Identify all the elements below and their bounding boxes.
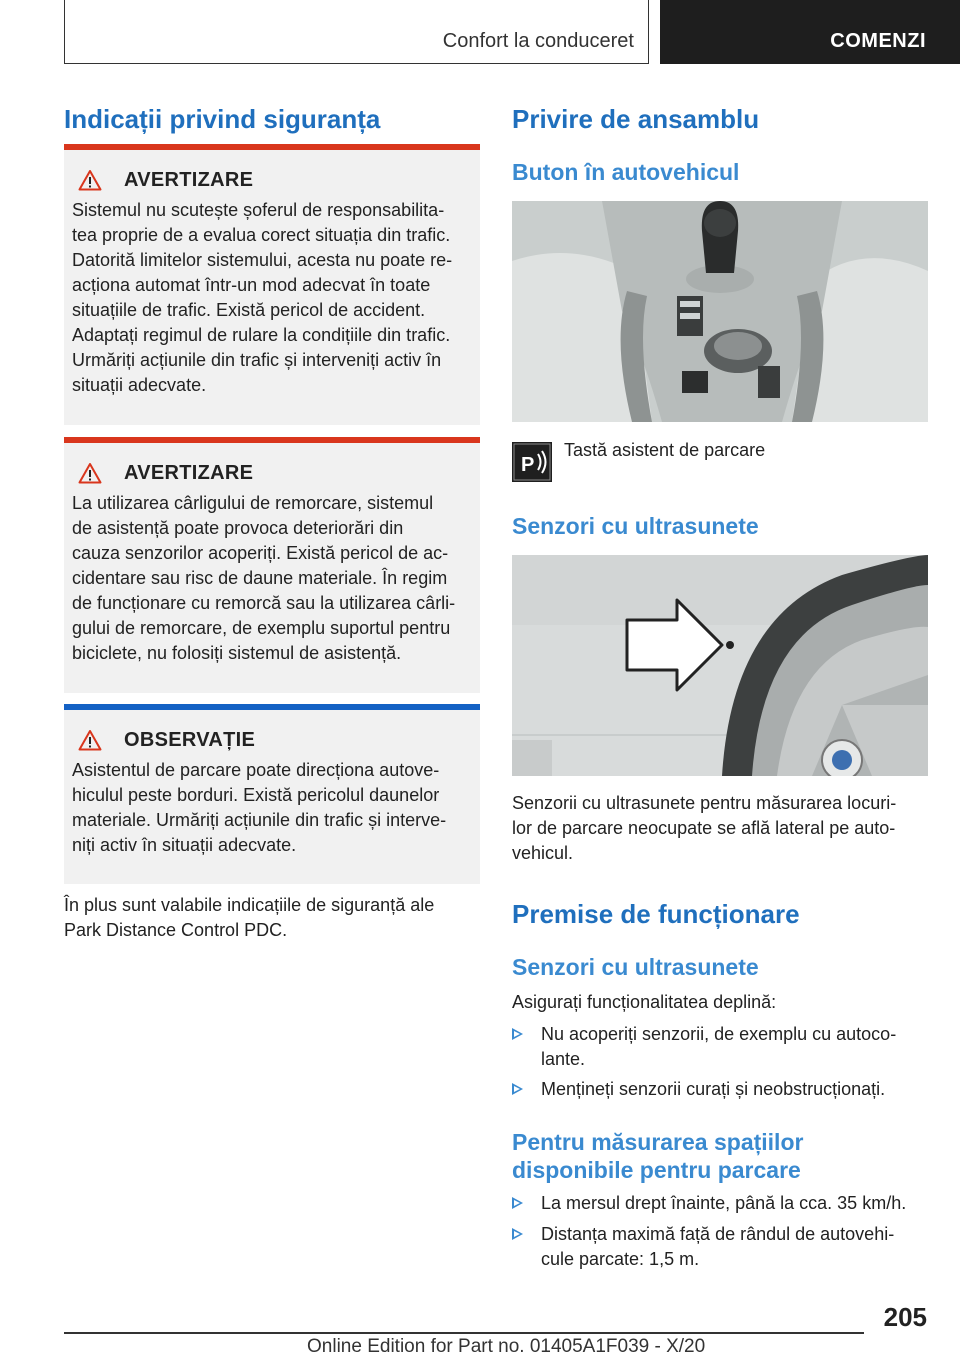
sensors-requirements-subheading: Senzori cu ultrasunete xyxy=(512,954,759,980)
button-subheading: Buton în autovehicul xyxy=(512,159,740,185)
safety-heading: Indicații privind siguranța xyxy=(64,104,381,134)
notice-bar xyxy=(64,704,480,710)
header-section-box xyxy=(64,0,649,64)
warning-bar xyxy=(64,144,480,150)
sensors-description: Senzorii cu ultrasunete pentru măsurarea locuri- lor de parcare neocupate se află lateral pe auto- vehicul. xyxy=(512,793,897,863)
warning-triangle-icon xyxy=(78,462,102,484)
measure-subheading: Pentru măsurarea spațiilor disponibile pentru parcare xyxy=(512,1129,804,1183)
list-item: La mersul drept înainte, până la cca. 35 km/h. xyxy=(512,1191,932,1216)
center-console-image xyxy=(512,201,928,422)
bullet-triangle-icon xyxy=(512,1228,523,1240)
warning-label: AVERTIZARE xyxy=(124,461,254,484)
premises-heading: Premise de funcționare xyxy=(512,899,800,929)
warning-bar xyxy=(64,437,480,443)
notice-triangle-icon xyxy=(78,729,102,751)
notice-text: Asistentul de parcare poate direcționa autove- hiculul peste borduri. Există pericolul daunelor materiale. Urmăriți acțiunile din trafic și interve- niți activ în situații adecvate. xyxy=(72,760,447,855)
footer-edition: Online Edition for Part no. 01405A1F039 - X/20 xyxy=(307,1336,706,1357)
svg-text:P: P xyxy=(521,454,535,476)
warning-callout-1 xyxy=(64,144,480,425)
header-section-title: Confort la conduceret xyxy=(442,30,634,52)
warning-callout-2 xyxy=(64,437,480,693)
list-item: Nu acoperiți senzorii, de exemplu cu autoco- lante. xyxy=(512,1022,932,1072)
list-item: Distanța maximă față de rândul de autovehi- cule parcate: 1,5 m. xyxy=(512,1222,932,1272)
warning-triangle-icon xyxy=(78,169,102,191)
header-chapter-label: COMENZI xyxy=(830,30,926,52)
bullet-triangle-icon xyxy=(512,1197,523,1209)
notice-label: OBSERVAȚIE xyxy=(124,728,256,751)
bullet-triangle-icon xyxy=(512,1028,523,1040)
warning-label: AVERTIZARE xyxy=(124,168,254,191)
park-assist-button-icon[interactable] xyxy=(512,442,552,482)
page-number: 205 xyxy=(883,1302,927,1332)
park-assist-button-legend: Tastă asistent de parcare xyxy=(564,440,766,460)
list-item: Mențineți senzorii curați și neobstrucționați. xyxy=(512,1077,932,1102)
footer-divider xyxy=(64,1332,864,1334)
header-chapter-tab[interactable] xyxy=(660,0,960,64)
safety-note: În plus sunt valabile indicațiile de siguranță ale Park Distance Control PDC. xyxy=(64,895,435,940)
overview-heading: Privire de ansamblu xyxy=(512,104,760,134)
sensors-requirements-intro: Asigurați funcționalitatea deplină: xyxy=(512,992,777,1012)
bullet-triangle-icon xyxy=(512,1083,523,1095)
warning-text: La utilizarea cârligului de remorcare, sistemul de asistență poate provoca deteriorări din cauza senzorilor acoperiți. Există pericol de ac- cidentare sau risc de daune materiale. În regim de funcționare cu remorcă sau la utilizarea cârli- gului de remorcare, de exemplu suportul pentru biciclete, nu folosiți sistemul de asistență. xyxy=(72,493,456,663)
notice-callout xyxy=(64,704,480,884)
warning-text: Sistemul nu scutește șoferul de responsabilita- tea proprie de a evalua corect situația din trafic. Datorită limitelor sistemului, acesta nu poate re- acționa automat într-un mod adecvat în toate situațiile de trafic. Există pericol de accident. Adaptați regimul de rulare la condițiile din trafic. Urmăriți acțiunile din trafic și interveniți activ în situații adecvate. xyxy=(72,200,453,395)
sensors-subheading: Senzori cu ultrasunete xyxy=(512,513,759,539)
ultrasonic-sensor-image xyxy=(512,555,928,776)
